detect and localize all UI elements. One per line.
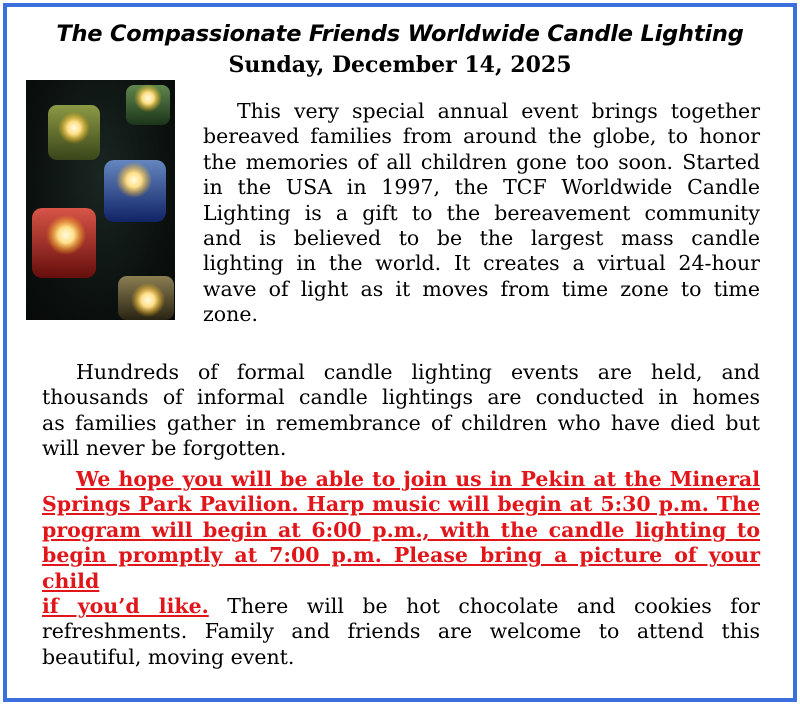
text-line: and is believed to be the largest mass candle <box>203 226 760 251</box>
text-line: Lighting is a gift to the bereavement community <box>203 200 760 225</box>
text-line: will never be forgotten. <box>42 436 287 461</box>
mixed-line <box>42 594 760 619</box>
flyer-frame <box>3 3 797 702</box>
text-line: beautiful, moving event. <box>42 644 295 669</box>
events-paragraph <box>42 360 760 462</box>
text-line: thousands of informal candle lightings are conducted in homes <box>42 385 760 410</box>
text-line: in the USA in 1997, the TCF Worldwide Candle <box>203 175 760 200</box>
invitation-paragraph <box>42 467 760 670</box>
highlight-line: We hope you will be able to join us in Pekin at the Mineral <box>76 467 760 491</box>
event-title: The Compassionate Friends Worldwide Candle Lighting <box>56 21 744 47</box>
highlight-line: begin promptly at 7:00 p.m. Please bring a picture of your child <box>42 543 760 593</box>
text-line: This very special annual event brings together <box>237 99 760 123</box>
highlight-line: Springs Park Pavilion. Harp music will begin at 5:30 p.m. The <box>42 492 760 517</box>
text-line: refreshments. Family and friends are welcome to attend this <box>42 619 760 644</box>
text-line: the memories of all children gone too soon. Started <box>203 149 760 174</box>
text-line: Hundreds of formal candle lighting events are held, and <box>76 360 760 384</box>
highlight-text: if you’d like. <box>42 594 209 619</box>
text-line: zone. <box>203 302 258 327</box>
plain-text: There will be hot chocolate and cookies for <box>208 594 760 619</box>
text-line: lighting in the world. It creates a virtual 24-hour <box>203 251 760 276</box>
highlight-line: program will begin at 6:00 p.m., with the candle lighting to <box>42 517 760 542</box>
text-line: as families gather in remembrance of children who have died but <box>42 410 760 435</box>
text-line: wave of light as it moves from time zone to time <box>203 276 760 301</box>
intro-paragraph <box>42 99 760 328</box>
event-date: Sunday, December 14, 2025 <box>228 52 572 78</box>
text-line: bereaved families from around the globe, to honor <box>203 124 760 149</box>
